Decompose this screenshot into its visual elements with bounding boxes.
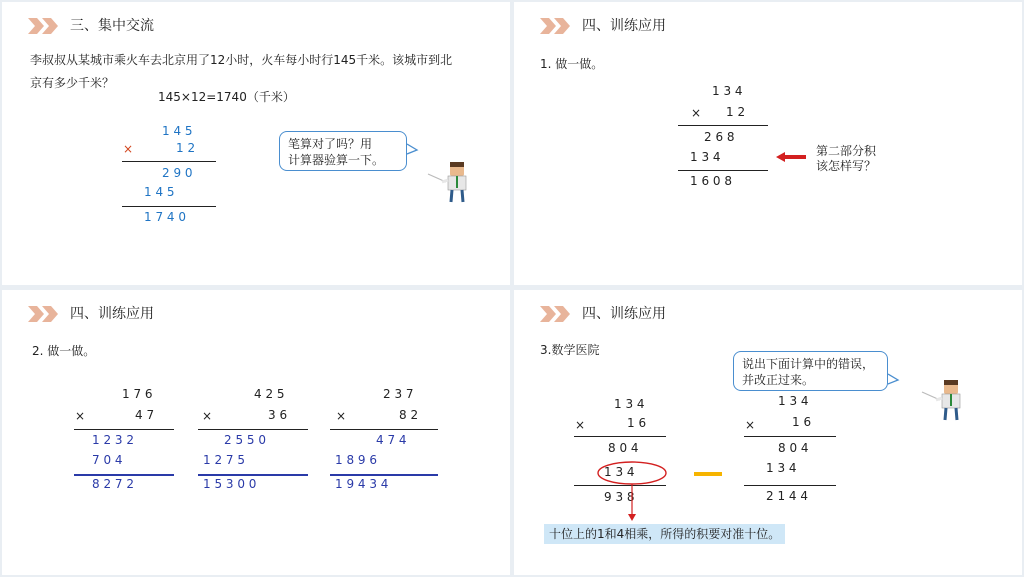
error-circle-icon (596, 460, 668, 486)
times-sign: × (123, 142, 134, 156)
calc-result: 1 7 4 0 (144, 210, 186, 224)
chevron-icon (26, 16, 62, 36)
calc-a-row-2: 4 7 (135, 408, 155, 422)
wrong-result: 9 3 8 (604, 490, 635, 504)
slide-1 (2, 2, 510, 285)
wrong-row-2: 1 6 (627, 416, 647, 430)
calc-b-line-1 (198, 429, 308, 430)
calc-row-1: 1 4 5 (162, 124, 193, 138)
chevron-icon (26, 304, 62, 324)
tip-note: 十位上的1和4相乘，所得的积要对准十位。 (544, 524, 785, 544)
calc-c-row-1: 2 3 7 (383, 387, 414, 401)
right-line-2 (744, 485, 836, 486)
calc-row-2: 1 2 (726, 105, 746, 119)
bubble-line-2: 并改正过来。 (742, 373, 815, 387)
slide-3 (2, 290, 510, 575)
calc-b-times: × (202, 409, 213, 423)
chevron-icon (538, 304, 574, 324)
speech-bubble (279, 131, 407, 171)
wrong-partial-2: 1 3 4 (604, 465, 635, 479)
problem-line-1: 李叔叔从某城市乘火车去北京用了12小时，火车每小时行145千米。该城市到北 (30, 53, 453, 67)
calc-row-2: 1 2 (176, 141, 196, 155)
teacher-figure-icon (426, 160, 476, 206)
calc-line-1 (678, 125, 768, 126)
slide-2 (514, 2, 1022, 285)
teacher-figure-icon (920, 378, 970, 424)
calc-c-line-1 (330, 429, 438, 430)
calc-b-partial-2: 1 2 7 5 (203, 453, 245, 467)
red-down-arrow-icon (627, 484, 637, 522)
bubble-line-1: 说出下面计算中的错误， (742, 357, 875, 371)
partial-1: 2 6 8 (704, 130, 735, 144)
right-result: 2 1 4 4 (766, 489, 808, 503)
bubble-tail-icon (407, 142, 419, 156)
wrong-line-2 (574, 485, 666, 486)
slide-title: 四、训练应用 (70, 306, 154, 322)
calc-b-row-2: 3 6 (268, 408, 288, 422)
calc-c-row-2: 8 2 (399, 408, 419, 422)
calc-a-partial-2: 7 0 4 (92, 453, 123, 467)
slide-title: 四、训练应用 (582, 306, 666, 322)
calc-b-result: 1 5 3 0 0 (203, 477, 257, 491)
partial-1: 2 9 0 (162, 166, 193, 180)
calc-line-2 (678, 170, 768, 171)
calc-a-times: × (75, 409, 86, 423)
orange-arrow-icon (694, 471, 722, 477)
calc-a-partial-1: 1 2 3 2 (92, 433, 134, 447)
chevron-icon (538, 16, 574, 36)
calc-row-1: 1 3 4 (712, 84, 743, 98)
slide-title: 三、集中交流 (70, 18, 154, 34)
equation: 145×12=1740（千米） (158, 90, 295, 104)
wrong-times: × (575, 418, 586, 432)
note-line-1: 第二部分积 (816, 144, 877, 158)
partial-2: 1 3 4 (690, 150, 721, 164)
calc-c-result: 1 9 4 3 4 (335, 477, 389, 491)
bubble-line-2: 计算器验算一下。 (288, 153, 385, 167)
section-subtitle: 2. 做一做。 (32, 344, 96, 358)
calc-c-partial-2: 1 8 9 6 (335, 453, 377, 467)
wrong-line-1 (574, 436, 666, 437)
calc-c-times: × (336, 409, 347, 423)
calc-a-result: 8 2 7 2 (92, 477, 134, 491)
note-line-2: 该怎样写？ (816, 159, 877, 173)
problem-line-2: 京有多少千米？ (30, 76, 115, 90)
section-subtitle: 3.数学医院 (540, 343, 600, 357)
calc-line-2 (122, 206, 216, 207)
calc-line-1 (122, 161, 216, 162)
bubble-line-1: 笔算对了吗？用 (288, 137, 373, 151)
calc-b-partial-1: 2 5 5 0 (224, 433, 266, 447)
times-sign: × (691, 106, 702, 120)
wrong-row-1: 1 3 4 (614, 397, 645, 411)
calc-a-row-1: 1 7 6 (122, 387, 153, 401)
calc-result: 1 6 0 8 (690, 174, 732, 188)
calc-a-line-1 (74, 429, 174, 430)
bubble-tail-icon (888, 372, 900, 386)
red-arrow-icon (776, 152, 806, 162)
slide-4 (514, 290, 1022, 575)
partial-2: 1 4 5 (144, 185, 175, 199)
right-row-1: 1 3 4 (778, 394, 809, 408)
right-partial-1: 8 0 4 (778, 441, 809, 455)
right-row-2: 1 6 (792, 415, 812, 429)
slide-title: 四、训练应用 (582, 18, 666, 34)
right-line-1 (744, 436, 836, 437)
calc-b-row-1: 4 2 5 (254, 387, 285, 401)
calc-c-partial-1: 4 7 4 (376, 433, 407, 447)
speech-bubble (733, 351, 888, 391)
right-partial-2: 1 3 4 (766, 461, 797, 475)
right-times: × (745, 418, 756, 432)
wrong-partial-1: 8 0 4 (608, 441, 639, 455)
section-subtitle: 1. 做一做。 (540, 57, 604, 71)
